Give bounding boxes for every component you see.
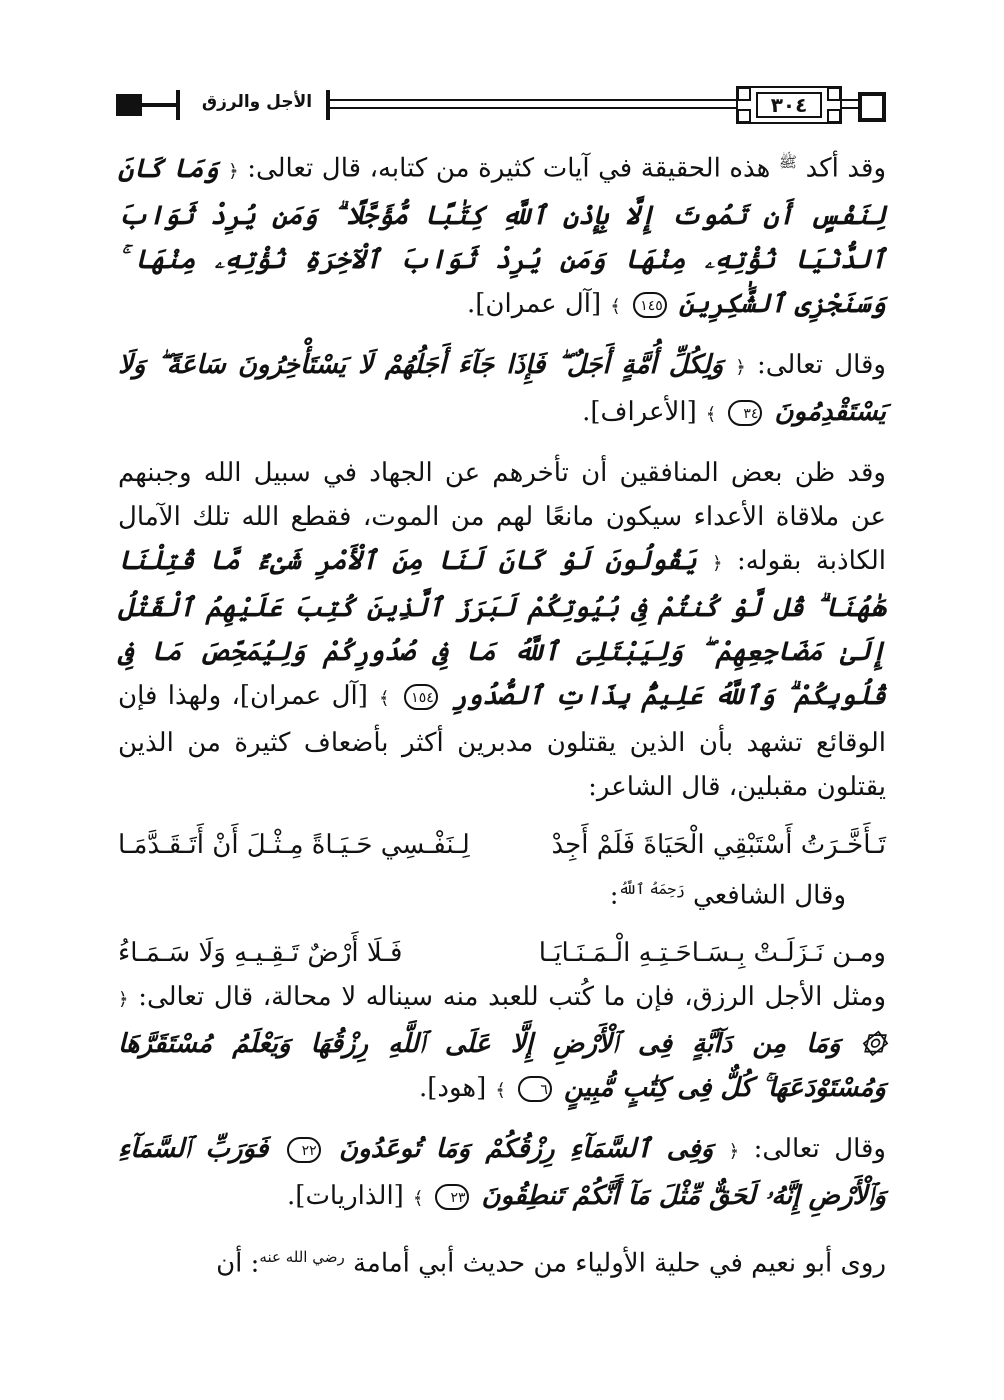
honorific: ﷺ	[778, 153, 798, 171]
text: وقد ظن بعض المنافقين أن تأخرهم عن الجهاد في سبيل الله وجبنهم عن ملاقاة الأعداء سيكون مانعًا لهم من الموت، فقطع الله تلك الآمال الكاذبة بقوله:	[118, 457, 887, 576]
text: روى أبو نعيم في حلية الأولياء من حديث أبي أمامة	[352, 1248, 886, 1279]
surah-reference: [هود].	[418, 1073, 487, 1104]
frame-corner	[827, 109, 841, 123]
paragraph-1	[118, 140, 886, 329]
text: :	[609, 880, 619, 911]
ayah-number: ١٤٥	[633, 292, 667, 318]
header-right-square	[858, 92, 886, 122]
frame-corner	[737, 87, 751, 101]
text: هذه الحقيقة في آيات كثيرة من كتابه، قال تعالى:	[247, 153, 771, 184]
quote-close-bracket: ﴾	[379, 687, 390, 709]
page-number: ٣٠٤	[756, 92, 822, 118]
quran-text: يَقُولُونَ لَوْ كَانَ لَنَا مِنَ ٱلْأَمْرِ شَىْءٌ مَّا قُتِلْنَا هَٰهُنَا ۗ قُل لَّوْ كُنتُمْ فِى بُيُوتِكُمْ لَبَرَزَ ٱلَّذِينَ كُتِبَ عَلَيْهِمُ ٱلْقَتْلُ إِلَىٰ مَضَاجِعِهِمْ ۖ وَلِيَبْتَلِىَ ٱللَّهُ مَا فِى صُدُورِكُمْ وَلِيُمَحِّصَ مَا فِى قُلُوبِكُمْ ۗ وَٱللَّهُ عَلِيمٌۢ بِذَاتِ ٱلصُّدُورِ	[118, 545, 886, 711]
quran-text: وَلِكُلِّ أُمَّةٍ أَجَلٌ ۖ فَإِذَا جَآءَ أَجَلُهُمْ لَا يَسْتَأْخِرُونَ سَاعَةً ۖ وَلَا يَسْتَقْدِمُونَ	[118, 349, 886, 427]
quran-text: وَمَا كَانَ لِنَفْسٍ أَن تَمُوتَ إِلَّا بِإِذْنِ ٱللَّهِ كِتَٰبًا مُّؤَجَّلًا ۗ وَمَن يُرِدْ ثَوَابَ ٱلدُّنْيَا نُؤْتِهِۦ مِنْهَا وَمَن يُرِدْ ثَوَابَ ٱلْآخِرَةِ نُؤْتِهِۦ مِنْهَا ۚ وَسَنَجْزِى ٱلشَّٰكِرِينَ	[118, 153, 886, 319]
text: وقد أكد	[805, 153, 887, 184]
paragraph-6	[118, 1235, 886, 1286]
page-body	[118, 140, 886, 1286]
quote-open-bracket: ﴿	[711, 552, 723, 574]
header-rule	[330, 99, 736, 101]
quote-open-bracket: ﴿	[735, 356, 746, 378]
verse-hemistich-second: لِـنَفْـسِي حَـيَـاةً مِـثْـلَ أَنْ أَتَـقَـدَّمَـا	[118, 829, 470, 860]
chapter-title: الأجل والرزق	[201, 92, 313, 112]
poem-verse-2	[118, 931, 886, 975]
text: : أن	[216, 1248, 260, 1279]
ayah-number: ٢٣	[435, 1184, 469, 1210]
honorific: رضي الله عنه	[259, 1248, 345, 1267]
header-left-square	[116, 94, 142, 116]
paragraph-2	[118, 343, 886, 437]
paragraph-3	[118, 451, 886, 809]
surah-reference: [الذاريات].	[287, 1181, 404, 1212]
quote-open-bracket: ﴿	[118, 989, 129, 1011]
paragraph-4	[118, 975, 886, 1113]
text: وقال تعالى:	[756, 349, 886, 380]
text: ومثل الأجل الرزق، فإن ما كُتب للعبد منه سيناله لا محالة، قال تعالى:	[138, 982, 887, 1013]
frame-corner	[827, 87, 841, 101]
surah-reference: [الأعراف].	[582, 396, 697, 427]
header-rule	[330, 107, 736, 109]
header-divider	[176, 90, 180, 120]
quran-text: فَوَرَبِّ ٱلسَّمَآءِ وَٱلْأَرْضِ إِنَّهُۥ لَحَقٌّ مِّثْلَ مَآ أَنَّكُمْ تَنطِقُونَ	[118, 1134, 886, 1212]
paragraph-5	[118, 1127, 886, 1221]
surah-reference: [آل عمران].	[467, 288, 602, 319]
ayah-number: ١٥٤	[404, 684, 438, 710]
verse-hemistich-second: فَـلَا أَرْضٌ تَـقِـيـهِ وَلَا سَـمَـاءُ	[118, 938, 403, 969]
quote-open-bracket: ﴿	[228, 160, 239, 182]
frame-corner	[737, 109, 751, 123]
text: وقال الشافعي	[693, 880, 846, 911]
verse-hemistich-first: تَـأَخَّـرَتُ أَسْتَبْقِي الْحَيَاةَ فَلَمْ أَجِدْ	[551, 829, 886, 860]
quran-text: ۞ وَمَا مِن دَآبَّةٍ فِى ٱلْأَرْضِ إِلَّا عَلَى ٱللَّهِ رِزْقُهَا وَيَعْلَمُ مُسْتَقَرَّهَا وَمُسْتَوْدَعَهَا ۚ كُلٌّ فِى كِتَٰبٍ مُّبِينٍ	[118, 1029, 886, 1104]
poem-verse-1	[118, 823, 886, 867]
shafii-intro	[118, 867, 886, 918]
ayah-number: ٣٤	[728, 400, 762, 426]
quote-close-bracket: ﴾	[412, 1188, 424, 1210]
verse-hemistich-first: ومـن نَـزَلَـتْ بِـسَـاحَـتِـهِ الْـمَـنَـايَـا	[538, 938, 886, 969]
header-divider	[326, 90, 330, 120]
running-header	[116, 86, 886, 126]
quran-text: وَفِى ٱلسَّمَآءِ رِزْقُكُمْ وَمَا تُوعَدُونَ	[338, 1134, 714, 1165]
quote-open-bracket: ﴿	[728, 1141, 740, 1163]
text: [آل عمران]، ولهذا فإن الوقائع تشهد بأن الذين يقتلون مدبرين أكثر بأضعاف كثيرة من الذين يقتلون مقبلين، قال الشاعر:	[118, 680, 886, 802]
text: وقال تعالى:	[753, 1134, 886, 1165]
quote-close-bracket: ﴾	[495, 1080, 506, 1102]
quote-close-bracket: ﴾	[705, 403, 717, 425]
header-rule	[142, 103, 176, 107]
honorific: رَحِمَهُ ٱللَّهُ	[618, 879, 685, 898]
ayah-number: ٢٢	[287, 1137, 321, 1163]
page-number-frame	[736, 86, 842, 124]
ayah-number: ٦	[518, 1076, 552, 1102]
quote-close-bracket: ﴾	[610, 295, 621, 317]
